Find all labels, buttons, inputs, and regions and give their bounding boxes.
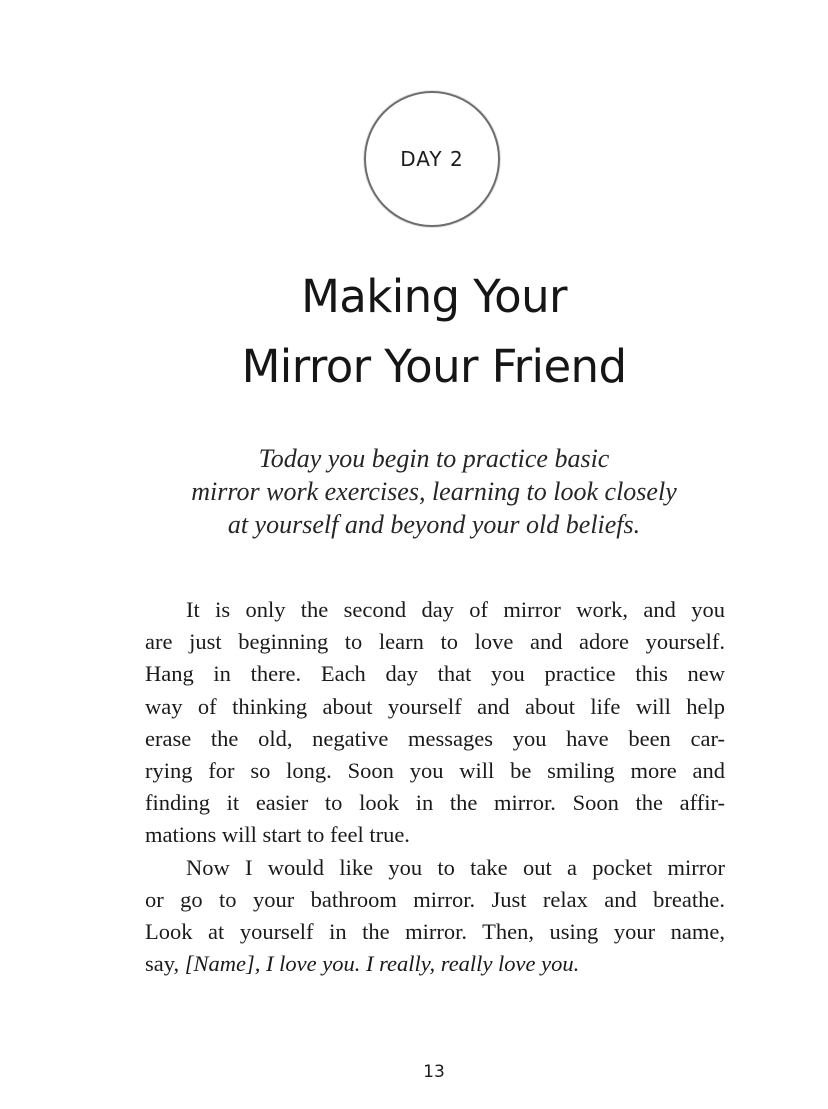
- affirmation-italic: [Name], I love you. I really, really love you.: [184, 951, 580, 977]
- paragraph-1: [145, 594, 725, 852]
- body-line: or go to your bathroom mirror. Just relax and breathe.: [145, 886, 725, 912]
- body-line: are just beginning to learn to love and adore yourself.: [145, 629, 725, 655]
- body-text: [145, 594, 725, 980]
- body-line: rying for so long. Soon you will be smiling more and: [145, 758, 725, 784]
- body-line-final: [145, 948, 725, 980]
- subtitle-line-3: at yourself and beyond your old beliefs.: [227, 510, 641, 539]
- day-label: DAY 2: [400, 147, 464, 171]
- chapter-title: [0, 262, 828, 402]
- chapter-subtitle: [0, 442, 828, 541]
- body-line: It is only the second day of mirror work, and you: [186, 597, 725, 622]
- body-line: way of thinking about yourself and about life will help: [145, 693, 725, 719]
- chapter-title-line-2: Mirror Your Friend: [241, 340, 627, 393]
- body-line: Look at yourself in the mirror. Then, using your name,: [145, 919, 725, 945]
- subtitle-line-1: Today you begin to practice basic: [258, 444, 610, 473]
- say-prefix: say,: [145, 951, 180, 977]
- subtitle-line-2: mirror work exercises, learning to look closely: [191, 477, 677, 506]
- body-line: Hang in there. Each day that you practice this new: [145, 661, 725, 687]
- body-line: finding it easier to look in the mirror. Soon the affir-: [145, 790, 725, 816]
- body-line: erase the old, negative messages you have been car-: [145, 725, 725, 751]
- page-number: 13: [423, 1062, 445, 1082]
- body-line: mations will start to feel true.: [145, 822, 410, 848]
- chapter-title-line-1: Making Your: [301, 270, 567, 323]
- paragraph-2: [145, 852, 725, 981]
- body-line: Now I would like you to take out a pocket mirror: [186, 854, 725, 880]
- day-badge: [364, 91, 500, 227]
